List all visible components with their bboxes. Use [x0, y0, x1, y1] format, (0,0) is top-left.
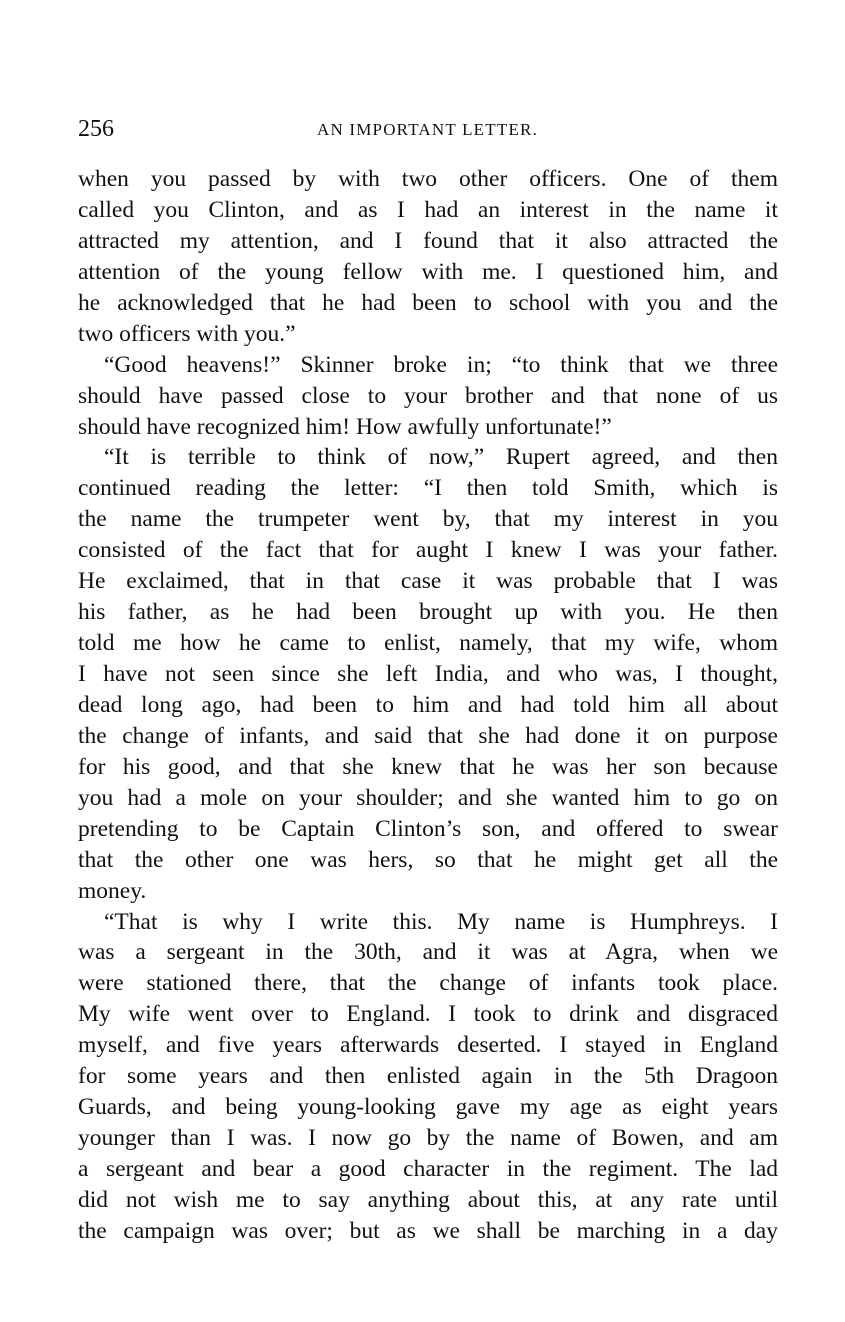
- text-line: told me how he came to enlist, namely, that my wife, whom: [78, 630, 778, 657]
- text-line: he acknowledged that he had been to school with you and the: [78, 289, 778, 316]
- chapter-title: AN IMPORTANT LETTER.: [316, 120, 539, 139]
- text-line: money.: [78, 877, 147, 904]
- text-line: the campaign was over; but as we shall be marching in a day: [78, 1217, 778, 1244]
- text-line: should have recognized him! How awfully unfortunate!”: [78, 413, 612, 440]
- text-line: Guards, and being young-looking gave my age as eight years: [78, 1094, 778, 1121]
- text-line: “It is terrible to think of now,” Rupert agreed, and then: [104, 444, 778, 471]
- running-head: [78, 114, 777, 144]
- text-line: continued reading the letter: “I then told Smith, which is: [78, 475, 778, 502]
- text-line: pretending to be Captain Clinton’s son, and offered to swear: [78, 815, 778, 842]
- text-line: the name the trumpeter went by, that my interest in you: [78, 506, 778, 533]
- text-line: myself, and five years afterwards deserted. I stayed in England: [78, 1032, 778, 1059]
- text-line: called you Clinton, and as I had an interest in the name it: [78, 196, 778, 223]
- text-line: He exclaimed, that in that case it was probable that I was: [78, 568, 778, 595]
- text-line: you had a mole on your shoulder; and she wanted him to go on: [78, 784, 778, 811]
- text-line: My wife went over to England. I took to drink and disgraced: [78, 1001, 778, 1028]
- text-line: did not wish me to say anything about this, at any rate until: [78, 1186, 778, 1213]
- text-line: attracted my attention, and I found that it also attracted the: [78, 227, 778, 254]
- text-line: were stationed there, that the change of infants took place.: [78, 970, 778, 997]
- text-line: should have passed close to your brother and that none of us: [78, 382, 778, 409]
- text-line: the change of infants, and said that she had done it on purpose: [78, 722, 778, 749]
- body-text: [78, 164, 778, 1247]
- page-number: 256: [78, 116, 114, 142]
- text-line: his father, as he had been brought up with you. He then: [78, 599, 778, 626]
- text-line: attention of the young fellow with me. I questioned him, and: [78, 258, 778, 285]
- text-line: that the other one was hers, so that he might get all the: [78, 846, 778, 873]
- text-line: consisted of the fact that for aught I knew I was your father.: [78, 537, 778, 564]
- text-line: was a sergeant in the 30th, and it was at Agra, when we: [78, 939, 778, 966]
- text-line: “That is why I write this. My name is Humphreys. I: [104, 908, 778, 935]
- text-line: two officers with you.”: [78, 320, 296, 347]
- text-line: “Good heavens!” Skinner broke in; “to think that we three: [104, 351, 778, 378]
- text-line: when you passed by with two other officers. One of them: [78, 166, 778, 192]
- text-line: dead long ago, had been to him and had told him all about: [78, 691, 778, 718]
- text-line: a sergeant and bear a good character in the regiment. The lad: [78, 1156, 778, 1182]
- text-line: younger than I was. I now go by the name of Bowen, and am: [78, 1125, 778, 1152]
- text-line: for some years and then enlisted again in the 5th Dragoon: [78, 1063, 778, 1090]
- text-line: for his good, and that she knew that he was her son because: [78, 753, 778, 780]
- text-line: I have not seen since she left India, and who was, I thought,: [78, 661, 778, 687]
